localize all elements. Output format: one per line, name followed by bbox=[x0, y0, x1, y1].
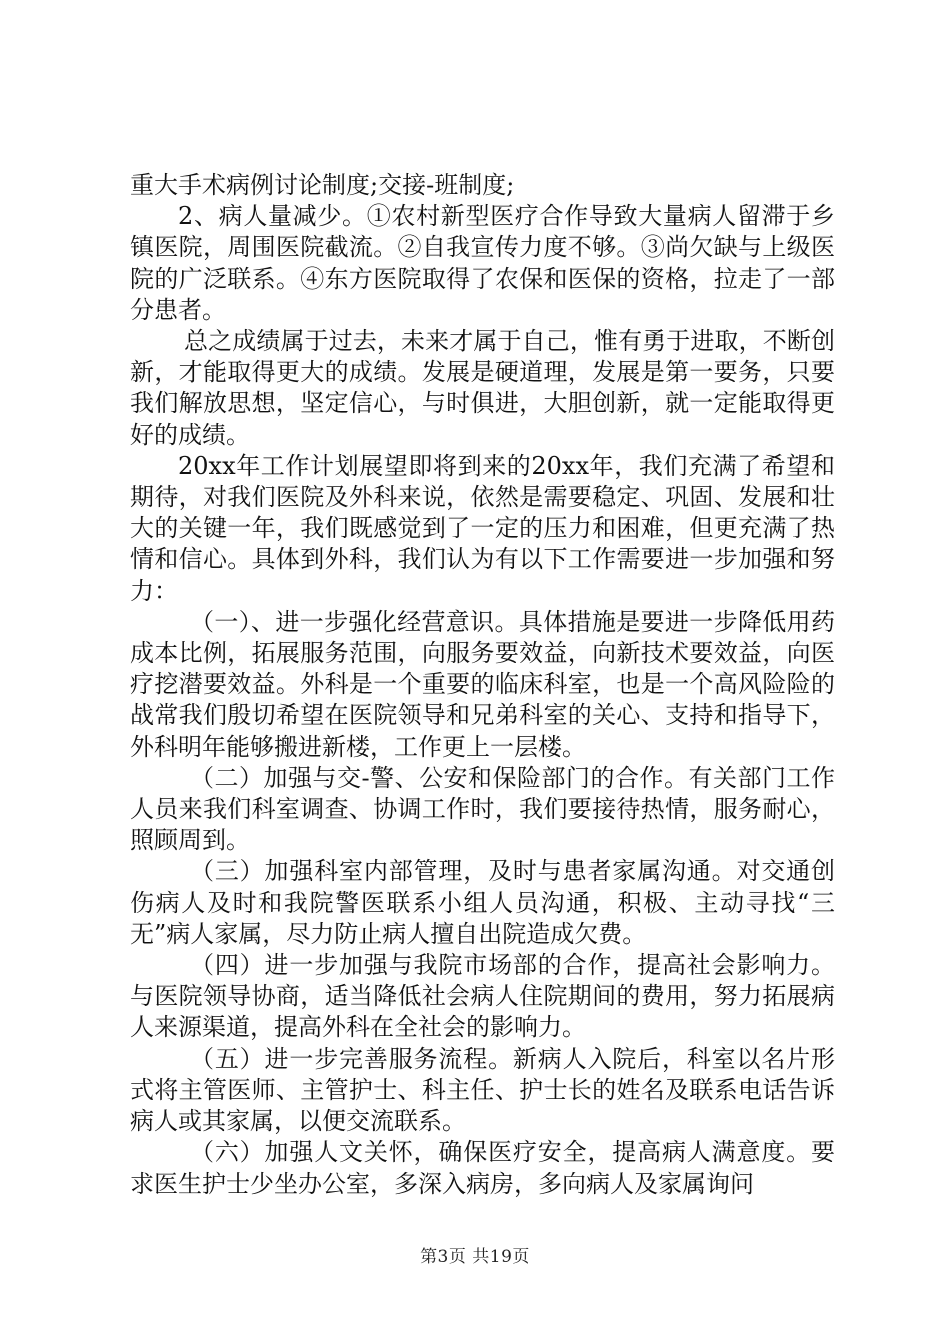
paragraph-7: （三）加强科室内部管理，及时与患者家属沟通。对交通创伤病人及时和我院警医联系小组人员沟通，积极、主动寻找“三无”病人家属，尽力防止病人擅自出院造成欠费。 bbox=[130, 857, 835, 948]
page-number-footer: 第3页 共19页 bbox=[420, 1247, 530, 1267]
paragraph-2: 2、病人量减少。①农村新型医疗合作导致大量病人留滞于乡镇医院，周围医院截流。②自我宣传力度不够。③尚欠缺与上级医院的广泛联系。④东方医院取得了农保和医保的资格，拉走了一部分患者。 bbox=[130, 202, 835, 324]
paragraph-4: 20xx年工作计划展望即将到来的20xx年，我们充满了希望和期待，对我们医院及外科来说，依然是需要稳定、巩固、发展和壮大的关键一年，我们既感觉到了一定的压力和困难，但更充满了热情和信心。具体到外科，我们认为有以下工作需要进一步加强和努力： bbox=[130, 451, 835, 605]
paragraph-1: 重大手术病例讨论制度;交接-班制度; bbox=[130, 171, 515, 199]
paragraph-3: 总之成绩属于过去，未来才属于自己，惟有勇于进取，不断创新，才能取得更大的成绩。发展是硬道理，发展是第一要务，只要我们解放思想，坚定信心，与时俱进，大胆创新，就一定能取得更好的成绩。 bbox=[130, 327, 835, 449]
paragraph-5: （一）、进一步强化经营意识。具体措施是要进一步降低用药成本比例，拓展服务范围，向服务要效益，向新技术要效益，向医疗挖潜要效益。外科是一个重要的临床科室，也是一个高风险险的战常我们殷切希望在医院领导和兄弟科室的关心、支持和指导下，外科明年能够搬进新楼，工作更上一层楼。 bbox=[130, 607, 835, 761]
document-body bbox=[130, 170, 835, 1200]
paragraph-8: （四）进一步加强与我院市场部的合作，提高社会影响力。与医院领导协商，适当降低社会病人住院期间的费用，努力拓展病人来源渠道，提高外科在全社会的影响力。 bbox=[130, 951, 835, 1042]
paragraph-9: （五）进一步完善服务流程。新病人入院后，科室以名片形式将主管医师、主管护士、科主任、护士长的姓名及联系电话告诉病人或其家属，以便交流联系。 bbox=[130, 1044, 835, 1136]
paragraph-6: （二）加强与交-警、公安和保险部门的合作。有关部门工作人员来我们科室调查、协调工作时，我们要接待热情，服务耐心，照顾周到。 bbox=[130, 763, 835, 855]
paragraph-10: （六）加强人文关怀，确保医疗安全，提高病人满意度。要求医生护士少坐办公室，多深入病房，多向病人及家属询问 bbox=[130, 1138, 835, 1198]
